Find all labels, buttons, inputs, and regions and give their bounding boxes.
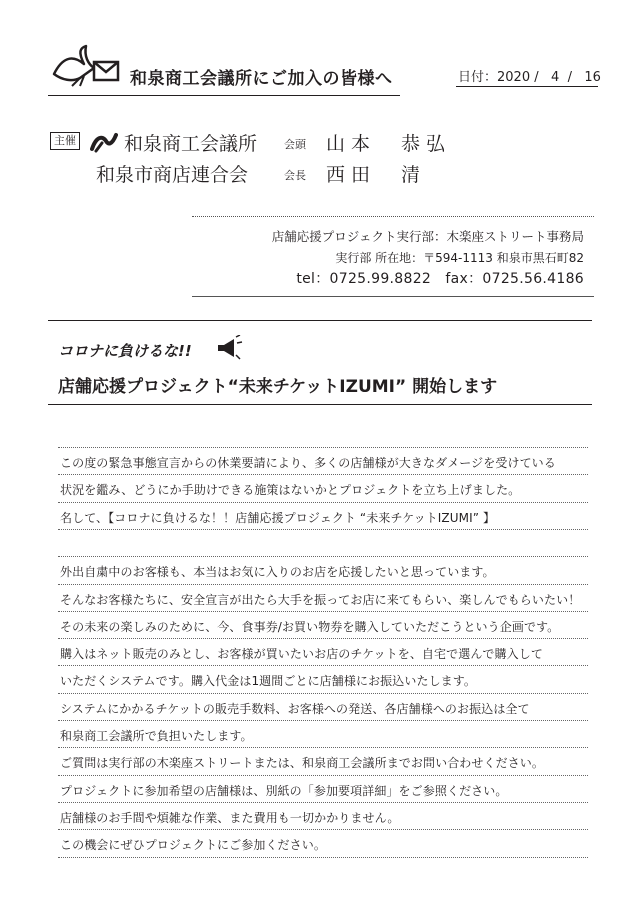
office-department: 店舗応援プロジェクト実行部：木楽座ストリート事務局 xyxy=(271,229,584,244)
divider xyxy=(48,320,592,321)
ruled-line xyxy=(58,693,588,694)
page-title: 和泉商工会議所にご加入の皆様へ xyxy=(130,69,393,89)
office-address: 実行部 所在地：〒594-1113 和泉市黒石町82 xyxy=(335,251,584,265)
body-line: 外出自粛中のお客様も、本当はお気に入りのお店を応援したいと思っています。 xyxy=(60,565,495,580)
organizer-name: 和泉商工会議所 xyxy=(124,133,258,155)
ruled-line xyxy=(58,720,588,721)
ruled-line xyxy=(58,802,588,803)
body-line: 店舗様のお手間や煩雑な作業、また費用も一切かかりません。 xyxy=(60,810,400,825)
organizer-role: 会頭 xyxy=(284,138,306,151)
dove-letter-icon xyxy=(50,44,122,88)
office-contact: tel：0725.99.8822 fax：0725.56.4186 xyxy=(296,271,584,287)
ruled-line xyxy=(58,502,588,503)
megaphone-icon xyxy=(214,335,244,361)
ruled-line xyxy=(58,775,588,776)
date-separator: / xyxy=(530,70,552,85)
body-line: ご質問は実行部の木楽座ストリートまたは、和泉商工会議所までお問い合わせください。 xyxy=(60,756,545,771)
body-line: その未来の楽しみのために、今、食事券/お買い物券を購入していただこうという企画です。 xyxy=(60,619,560,634)
body-line: プロジェクトに参加希望の店舗様は、別紙の「参加要項詳細」をご参照ください。 xyxy=(60,783,508,798)
date-month: 4 xyxy=(551,70,560,85)
ruled-line xyxy=(58,829,588,830)
ruled-line xyxy=(58,474,588,475)
date-label: 日付： xyxy=(458,70,498,85)
body-line: いただくシステムです。購入代金は1週間ごとに店舗様にお振込いたします。 xyxy=(60,674,477,689)
body-line: 状況を鑑み、どうにか手助けできる施策はないかとプロジェクトを立ち上げました。 xyxy=(60,483,521,498)
ruled-line xyxy=(58,638,588,639)
date-separator: / xyxy=(559,70,585,85)
title-underline xyxy=(48,95,400,96)
chamber-logo-icon xyxy=(90,131,118,153)
ruled-line xyxy=(58,447,588,448)
ruled-line xyxy=(58,747,588,748)
date-day: 16 xyxy=(584,70,601,85)
ruled-line xyxy=(58,857,588,858)
body-line: システムにかかるチケットの販売手数料、お客様への発送、各店舗様へのお振込は全て xyxy=(60,701,530,716)
body-line: そんなお客様たちに、安全宣言が出たら大手を振ってお店に来てもらい、楽しんでもらいたい！ xyxy=(60,592,581,607)
divider xyxy=(192,296,594,297)
ruled-line xyxy=(58,611,588,612)
ruled-line xyxy=(58,556,588,557)
organizer-person: 山本 恭弘 xyxy=(326,133,452,155)
organizer-name: 和泉市商店連合会 xyxy=(96,164,249,186)
ruled-line xyxy=(58,584,588,585)
body-line: 和泉商工会議所で負担いたします。 xyxy=(60,729,253,743)
catchphrase: コロナに負けるな!! xyxy=(58,342,192,360)
organizer-person: 西田 清 xyxy=(326,164,427,186)
ruled-line xyxy=(58,529,588,530)
ruled-line xyxy=(58,665,588,666)
headline-underline xyxy=(48,404,592,405)
organizer-role: 会長 xyxy=(284,169,306,182)
body-line: 購入はネット販売のみとし、お客様が買いたいお店のチケットを、自宅で選んで購入して xyxy=(60,647,543,662)
date-field xyxy=(458,66,601,85)
headline: 店舗応援プロジェクト“未来チケットIZUMI” 開始します xyxy=(58,377,498,397)
date-year: 2020 xyxy=(497,70,531,85)
divider xyxy=(192,216,594,217)
body-line: この度の緊急事態宣言からの休業要請により、多くの店舗様が大きなダメージを受けている xyxy=(60,456,556,470)
body-line: 名して、【コロナに負けるな！！店舗応援プロジェクト “未来チケットIZUMI” 】 xyxy=(60,510,496,525)
body-line: この機会にぜひプロジェクトにご参加ください。 xyxy=(60,838,326,853)
sponsor-badge: 主催 xyxy=(50,132,80,150)
date-underline xyxy=(456,86,598,87)
